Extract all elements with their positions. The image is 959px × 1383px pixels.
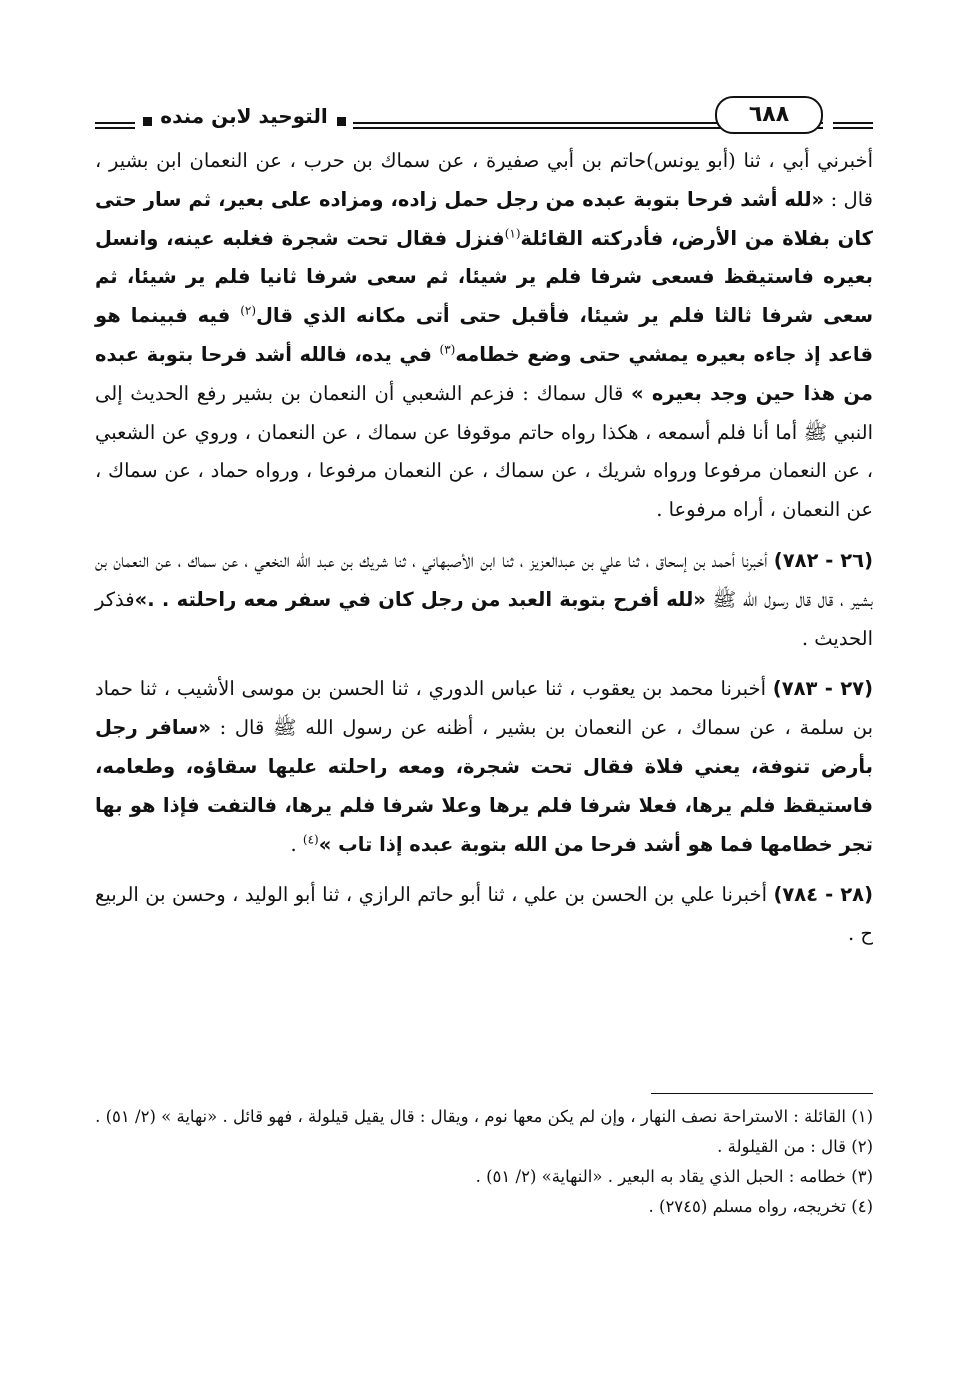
paragraph-4 (95, 876, 873, 954)
footnote-1: (١) القائلة : الاستراحة نصف النهار ، وإن لم يكن معها نوم ، ويقال : قال يقيل قيلولة ، فهو قائل . «نهاية » (٢/ ٥١) . (95, 1107, 873, 1126)
paragraph-1 (95, 142, 873, 530)
p1-narration: أخبرني أبي ، ثنا (أبو يونس)حاتم بن أبي صفيرة ، عن سماك بن حرب ، عن النعمان ابن بشير ، قال : (95, 149, 873, 211)
p2-ending: فذكر الحديث . (95, 587, 873, 650)
p3-hadith-text: «سافر رجل بأرض تنوفة، يعني فلاة فقال تحت شجرة، ومعه راحلته عليها سقاؤه، وطعامه، فاستيقظ فلم يرها، فعلا شرفا فلم يرها وعلا شرفا فلم يرها، فالتفت فإذا هو بها تجر خطامها فما هو أشد فرحا من الله بتوبة عبده إذا تاب » (95, 716, 873, 856)
footnote-separator (651, 1093, 873, 1094)
header-rule-right (833, 122, 873, 129)
footnote-marker-1: (١) (504, 226, 521, 241)
header-square-right (337, 117, 346, 126)
p2-hadith-text: «لله أفرح بتوبة العبد من رجل كان في سفر معه راحلته . .» (134, 587, 706, 611)
header-rule-left (95, 122, 135, 129)
running-header (95, 96, 873, 134)
p1-commentary: قال سماك : فزعم الشعبي أن النعمان بن بشير رفع الحديث إلى النبي ﷺ أما أنا فلم أسمعه ، هكذا رواه حاتم موقوفا عن سماك ، عن النعمان ، وروي عن الشعبي ، عن النعمان مرفوعا ورواه شريك ، عن سماك ، عن النعمان مرفوعا ، ورواه حماد ، عن سماك ، عن النعمان ، أراه مرفوعا . (95, 381, 873, 522)
p3-narration: أخبرنا محمد بن يعقوب ، ثنا عباس الدوري ، ثنا الحسن بن موسى الأشيب ، ثنا حماد بن سلمة ، عن سماك ، عن النعمان بن بشير ، أظنه عن رسول الله ﷺ قال : (95, 677, 873, 740)
hadith-number-782: (٢٦ - ٧٨٢) (773, 548, 874, 572)
p4-narration: أخبرنا علي بن الحسن بن علي ، ثنا أبو حاتم الرازي ، ثنا أبو الوليد ، وحسن بن الربيع ح . (95, 883, 873, 946)
footnote-marker-3: (٣) (439, 342, 456, 357)
p1-hadith-text-cont: فنزل فقال تحت شجرة فغلبه عينه، وانسل بعيره فاستيقظ فسعى شرفا فلم ير شيئا، ثم سعى شرفا ثانيا فلم ير شيئا، ثم سعى شرفا ثالثا فلم ير شيئا، فأقبل حتى أتى مكانه الذي قال (95, 226, 873, 328)
p1-hadith-text: «لله أشد فرحا بتوبة عبده من رجل حمل زاده، ومزاده على بعير، ثم سار حتى كان بفلاة من الأرض، فأدركته القائلة (95, 187, 873, 250)
running-title: التوحيد لابن منده (160, 104, 328, 128)
footnote-marker-2: (٢) (240, 303, 257, 318)
footnote-2: (٢) قال : من القيلولة . (717, 1137, 873, 1156)
page-number: ٦٨٨ (715, 96, 823, 134)
hadith-number-783: (٢٧ - ٧٨٣) (772, 677, 873, 701)
footnote-4: (٤) تخريجه، رواه مسلم (٢٧٤٥) . (648, 1197, 873, 1216)
book-page (95, 90, 873, 1350)
footnote-marker-4: (٤) (302, 832, 319, 847)
p3-ending: . (290, 832, 303, 856)
hadith-number-784: (٢٨ - ٧٨٤) (773, 883, 873, 907)
header-square-left (143, 117, 152, 126)
paragraph-3 (95, 670, 873, 864)
footnotes (95, 1102, 873, 1222)
p2-narration: أخبرنا أحمد بن إسحاق ، ثنا علي بن عبدالعزيز ، ثنا ابن الأصبهاني ، ثنا شريك بن عبد الله النخعي ، عن سماك ، عن النعمان بن بشير ، قال قال رسول الله ﷺ (95, 548, 873, 611)
p1-hadith-text-end: في يده، فالله أشد فرحا بتوبة عبده من هذا حين وجد بعيره » (95, 342, 873, 405)
main-text (95, 142, 873, 966)
footnote-3: (٣) خطامه : الحبل الذي يقاد به البعير . «النهاية» (٢/ ٥١) . (475, 1167, 873, 1186)
p1-hadith-text-cont2: فيه فبينما هو قاعد إذ جاءه بعيره يمشي حتى وضع خطامه (95, 304, 873, 366)
paragraph-2 (95, 542, 873, 658)
